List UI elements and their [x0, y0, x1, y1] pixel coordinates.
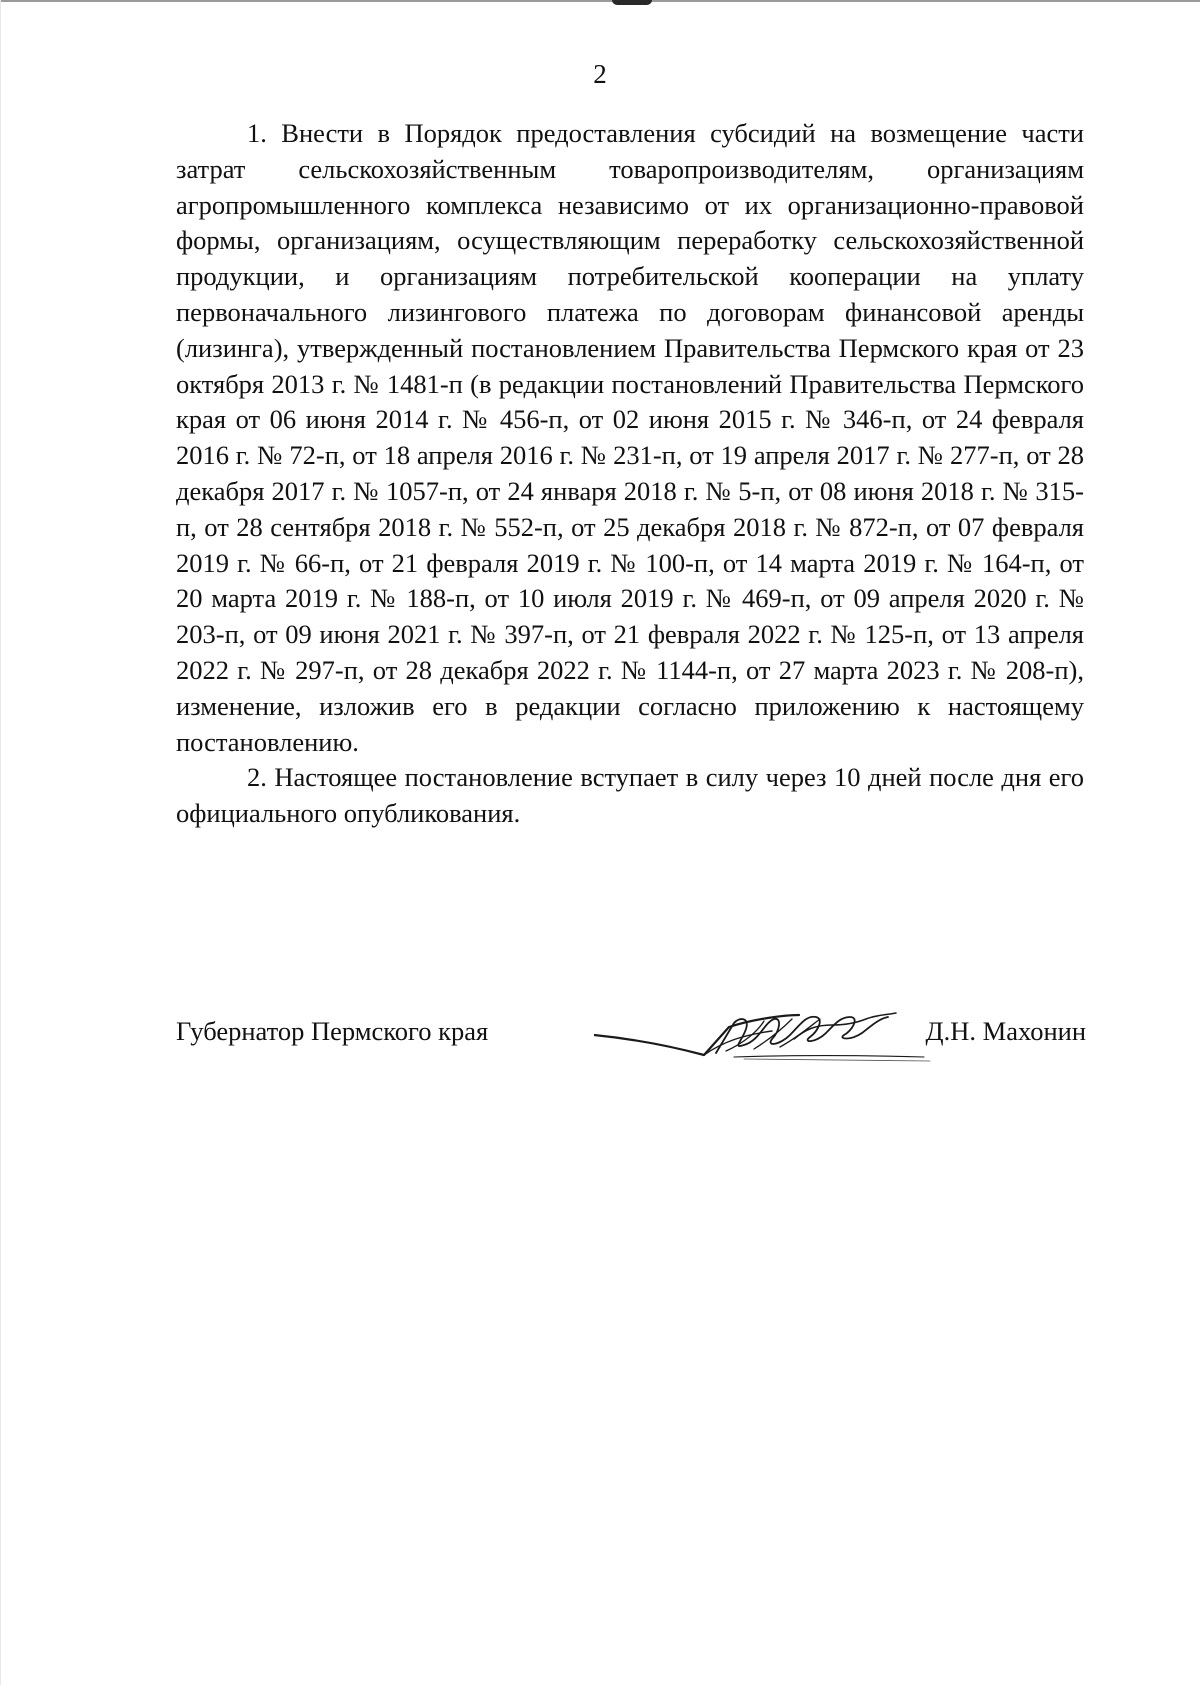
- scan-top-mark: [612, 0, 652, 5]
- document-body: [176, 116, 1084, 832]
- scan-left-edge: [0, 0, 1, 1685]
- signature-block: [176, 1005, 1086, 1065]
- scan-top-edge: [0, 0, 1200, 2]
- signer-name: Д.Н. Махонин: [925, 1016, 1086, 1046]
- paragraph-2: 2. Настоящее постановление вступает в силу через 10 дней после дня его официального опубликования.: [176, 762, 1084, 829]
- paragraph-1: 1. Внести в Порядок предоставления субсидий на возмещение части затрат сельскохозяйственным товаропроизводителям, организациям агропромышленного комплекса независимо от их организационно-правовой формы, организациям, осуществляющим переработку сельскохозяйственной продукции, и организациям потребительской кооперации на уплату первоначального лизингового платежа по договорам финансовой аренды (лизинга), утвержденный постановлением Правительства Пермского края от 23 октября 2013 г. № 1481-п (в редакции постановлений Правительства Пермского края от 06 июня 2014 г. № 456-п, от 02 июня 2015 г. № 346-п, от 24 февраля 2016 г. № 72-п, от 18 апреля 2016 г. № 231-п, от 19 апреля 2017 г. № 277-п, от 28 декабря 2017 г. № 1057-п, от 24 января 2018 г. № 5-п, от 08 июня 2018 г. № 315-п, от 28 сентября 2018 г. № 552-п, от 25 декабря 2018 г. № 872-п, от 07 февраля 2019 г. № 66-п, от 21 февраля 2019 г. № 100-п, от 14 марта 2019 г. № 164-п, от 20 марта 2019 г. № 188-п, от 10 июля 2019 г. № 469-п, от 09 апреля 2020 г. № 203-п, от 09 июня 2021 г. № 397-п, от 21 февраля 2022 г. № 125-п, от 13 апреля 2022 г. № 297-п, от 28 декабря 2022 г. № 1144-п, от 27 марта 2023 г. № 208-п), изменение, изложив его в редакции согласно приложению к настоящему постановлению.: [176, 118, 1084, 757]
- handwritten-signature: [594, 1005, 934, 1065]
- signer-title: Губернатор Пермского края: [176, 1016, 489, 1046]
- page-number: 2: [593, 59, 607, 89]
